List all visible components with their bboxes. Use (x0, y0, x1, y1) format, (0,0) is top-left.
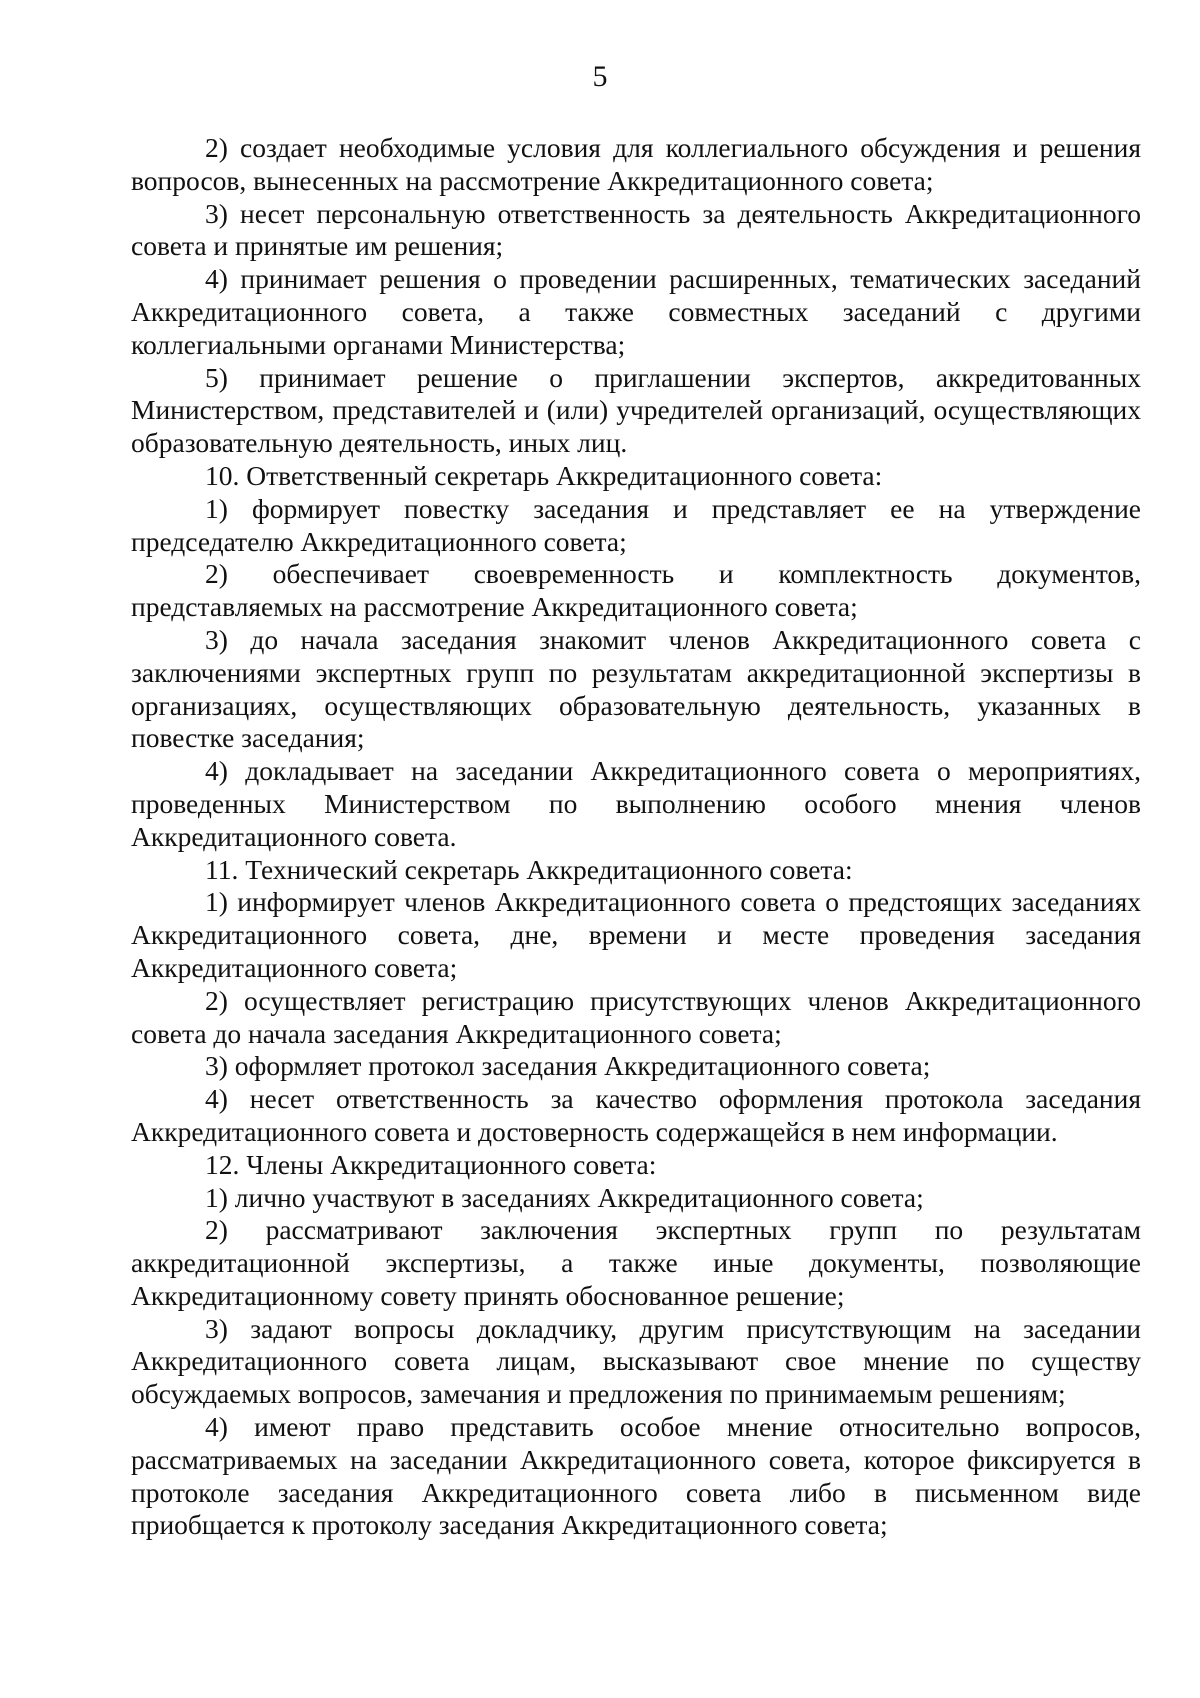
section-heading: 10. Ответственный секретарь Аккредитационного совета: (205, 459, 883, 491)
paragraph: 2) осуществляет регистрацию присутствующих членов Аккредитационного совета до начала заседания Аккредитационного совета; (131, 984, 1141, 1049)
paragraph: 4) имеют право представить особое мнение относительно вопросов, рассматриваемых на заседании Аккредитационного совета, которое фиксируется в протоколе заседания Аккредитационного совета либо в письменном виде приобщается к протоколу заседания Аккредитационного совета; (131, 1411, 1141, 1541)
paragraph: 3) до начала заседания знакомит членов Аккредитационного совета с заключениями экспертных групп по результатам аккредитационной экспертизы в организациях, осуществляющих образовательную деятельность, указанных в повестке заседания; (131, 623, 1141, 754)
document-body (131, 132, 1141, 1542)
section-heading: 12. Члены Аккредитационного совета: (205, 1148, 657, 1180)
page-number: 5 (592, 60, 608, 93)
paragraph: 1) информирует членов Аккредитационного совета о предстоящих заседаниях Аккредитационного совета, дне, времени и месте проведения заседания Аккредитационного совета; (131, 886, 1141, 983)
paragraph: 3) оформляет протокол заседания Аккредитационного совета; (205, 1050, 931, 1082)
paragraph: 2) обеспечивает своевременность и комплектность документов, представляемых на рассмотрение Аккредитационного совета; (131, 558, 1141, 623)
paragraph: 3) несет персональную ответственность за деятельность Аккредитационного совета и принятые им решения; (131, 197, 1141, 262)
paragraph: 1) формирует повестку заседания и представляет ее на утверждение председателю Аккредитационного совета; (131, 492, 1141, 557)
paragraph: 5) принимает решение о приглашении экспертов, аккредитованных Министерством, представителей и (или) учредителей организаций, осуществляющих образовательную деятельность, иных лиц. (131, 361, 1141, 459)
section-heading: 11. Технический секретарь Аккредитационного совета: (205, 853, 853, 885)
paragraph: 4) докладывает на заседании Аккредитационного совета о мероприятиях, проведенных Министерством по выполнению особого мнения членов Аккредитационного совета. (131, 755, 1141, 852)
paragraph: 4) принимает решения о проведении расширенных, тематических заседаний Аккредитационного совета, а также совместных заседаний с другими коллегиальными органами Министерства; (131, 263, 1141, 360)
paragraph: 2) рассматривают заключения экспертных групп по результатам аккредитационной экспертизы, а также иные документы, позволяющие Аккредитационному совету принять обоснованное решение; (131, 1214, 1141, 1311)
paragraph: 3) задают вопросы докладчику, другим присутствующим на заседании Аккредитационного совета лицам, высказывают свое мнение по существу обсуждаемых вопросов, замечания и предложения по принимаемым решениям; (131, 1312, 1141, 1410)
paragraph: 1) лично участвуют в заседаниях Аккредитационного совета; (205, 1181, 924, 1213)
paragraph: 4) несет ответственность за качество оформления протокола заседания Аккредитационного совета и достоверность содержащейся в нем информации. (131, 1083, 1141, 1147)
paragraph: 2) создает необходимые условия для коллегиального обсуждения и решения вопросов, вынесенных на рассмотрение Аккредитационного совета; (131, 132, 1141, 196)
